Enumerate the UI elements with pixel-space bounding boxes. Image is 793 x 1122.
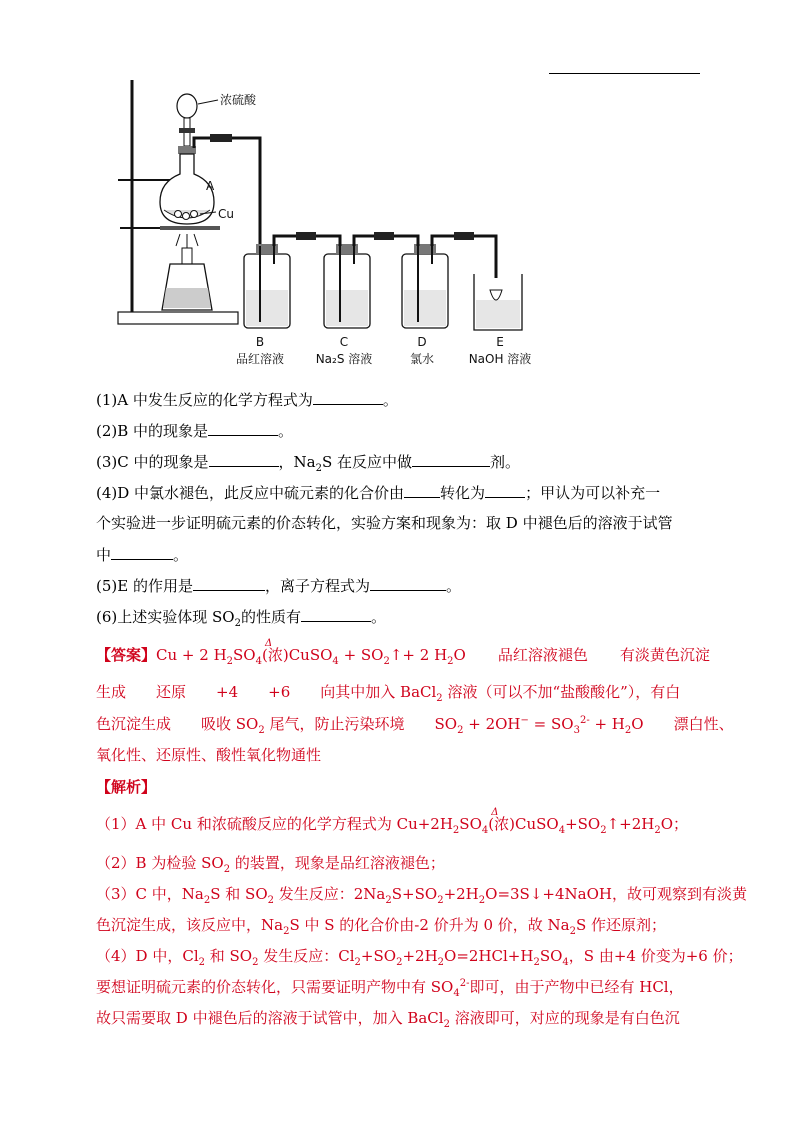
question-3: (3)C 中的现象是 ，$Na_2S$ 在反应中做 剂。 — [96, 453, 521, 474]
question-4-line-2: 个实验进一步证明硫元素的价态转化，实验方案和现象为：取 D 中褪色后的溶液于试管 — [96, 514, 673, 532]
answer-blank — [313, 389, 383, 405]
question-4: (4)D 中氯水褪色，此反应中硫元素的化合价由 转化为 ；甲认为可以补充一 — [96, 484, 661, 502]
bottle-b — [244, 244, 290, 328]
label-e-name: NaOH 溶液 — [468, 352, 532, 366]
analysis-4-line-2: 要想证明硫元素的价态转化，只需要证明产物中有 $SO_4^{2-}$即可，由于产物中已经有 HCl， — [96, 978, 684, 999]
question-4-line-3: 中 。 — [96, 546, 189, 564]
answer-blank — [193, 575, 265, 591]
answer-blank — [485, 482, 525, 498]
bottle-d — [402, 244, 448, 328]
label-cu: Cu — [218, 207, 234, 221]
analysis-3-line-2: 色沉淀生成，该反应中，$Na_2S$ 中 S 的化合价由-2 价升为 0 价，故 $Na_2S$ 作还原剂； — [96, 916, 667, 937]
label-c-letter: C — [339, 335, 349, 349]
funnel-bulb — [177, 94, 197, 118]
label-b-letter: B — [255, 335, 265, 349]
answer-line-4: 氧化性、还原性、酸性氧化物通性 — [96, 746, 322, 764]
apparatus-diagram — [110, 78, 550, 378]
answer-blank — [370, 575, 446, 591]
answer-blank — [111, 544, 173, 560]
bottle-c — [324, 244, 370, 328]
acid-pointer — [198, 100, 218, 104]
question-2: (2)B 中的现象是 。 — [96, 422, 294, 440]
answer-line-3: 色沉淀生成 吸收 $SO_2$ 尾气，防止污染环境 $SO_2 + 2OH^- = SO_3^{2-} + H_2O$ 漂白性、 — [96, 715, 734, 736]
answer-blank — [301, 606, 371, 622]
header-rule — [549, 73, 700, 74]
analysis-3: （3）C 中，$Na_2S$ 和 $SO_2$ 发生反应：$2Na_2S+SO_2+2H_2O=3S↓+4NaOH$，故可观察到有淡黄 — [96, 885, 747, 906]
analysis-4: （4）D 中，$Cl_2$ 和 $SO_2$ 发生反应：$Cl_2+SO_2+2H_2O=2HCl+H_2SO_4$，S 由+4 价变为+6 价； — [96, 947, 743, 968]
answer-line-1: 【答案】Cu + 2 $H_2SO_4$ Δ (浓)CuSO$_4$ + $SO_2↑+ 2$ $H_2O$ 品红溶液褪色 有淡黄色沉淀 — [96, 638, 710, 667]
label-b-name: 品红溶液 — [235, 352, 285, 366]
question-6: (6)上述实验体现 $SO_2$的性质有 。 — [96, 608, 386, 629]
apparatus-figure — [110, 78, 550, 378]
answer-blank — [412, 451, 490, 467]
answer-line-2: 生成 还原 +4 +6 向其中加入 BaCl$_2$ 溶液（可以不加“盐酸酸化”），有白 — [96, 683, 681, 704]
stand-base — [118, 312, 238, 324]
label-flask-a: A — [206, 179, 215, 193]
beaker-e — [474, 274, 522, 330]
answer-blank — [404, 482, 440, 498]
analysis-1: （1）A 中 Cu 和浓硫酸反应的化学方程式为 $Cu+2H_2SO_4$ Δ (浓)$CuSO_4+SO_2↑+2H_2O$； — [96, 807, 689, 836]
gauze — [160, 226, 220, 230]
answer-blank — [209, 451, 279, 467]
label-d-letter: D — [417, 335, 427, 349]
analysis-4-line-3: 故只需要取 D 中褪色后的溶液于试管中，加入 BaCl$_2$ 溶液即可，对应的现象是有白色沉 — [96, 1009, 680, 1030]
funnel-stopcock — [179, 128, 195, 133]
analysis-2: （2）B 为检验 $SO_2$ 的装置，现象是品红溶液褪色； — [96, 854, 445, 875]
burner-wick — [182, 248, 192, 264]
label-c-name: Na₂S 溶液 — [315, 352, 373, 366]
label-d-name: 氯水 — [409, 352, 435, 366]
question-1: (1)A 中发生反应的化学方程式为 。 — [96, 391, 398, 409]
analysis-tag: 【解析】 — [96, 778, 157, 796]
answer-tag: 【答案】 — [96, 646, 157, 664]
answer-blank — [208, 420, 278, 436]
question-5: (5)E 的作用是 ，离子方程式为 。 — [96, 577, 461, 595]
label-acid: 浓硫酸 — [220, 93, 257, 107]
label-e-letter: E — [496, 335, 504, 349]
